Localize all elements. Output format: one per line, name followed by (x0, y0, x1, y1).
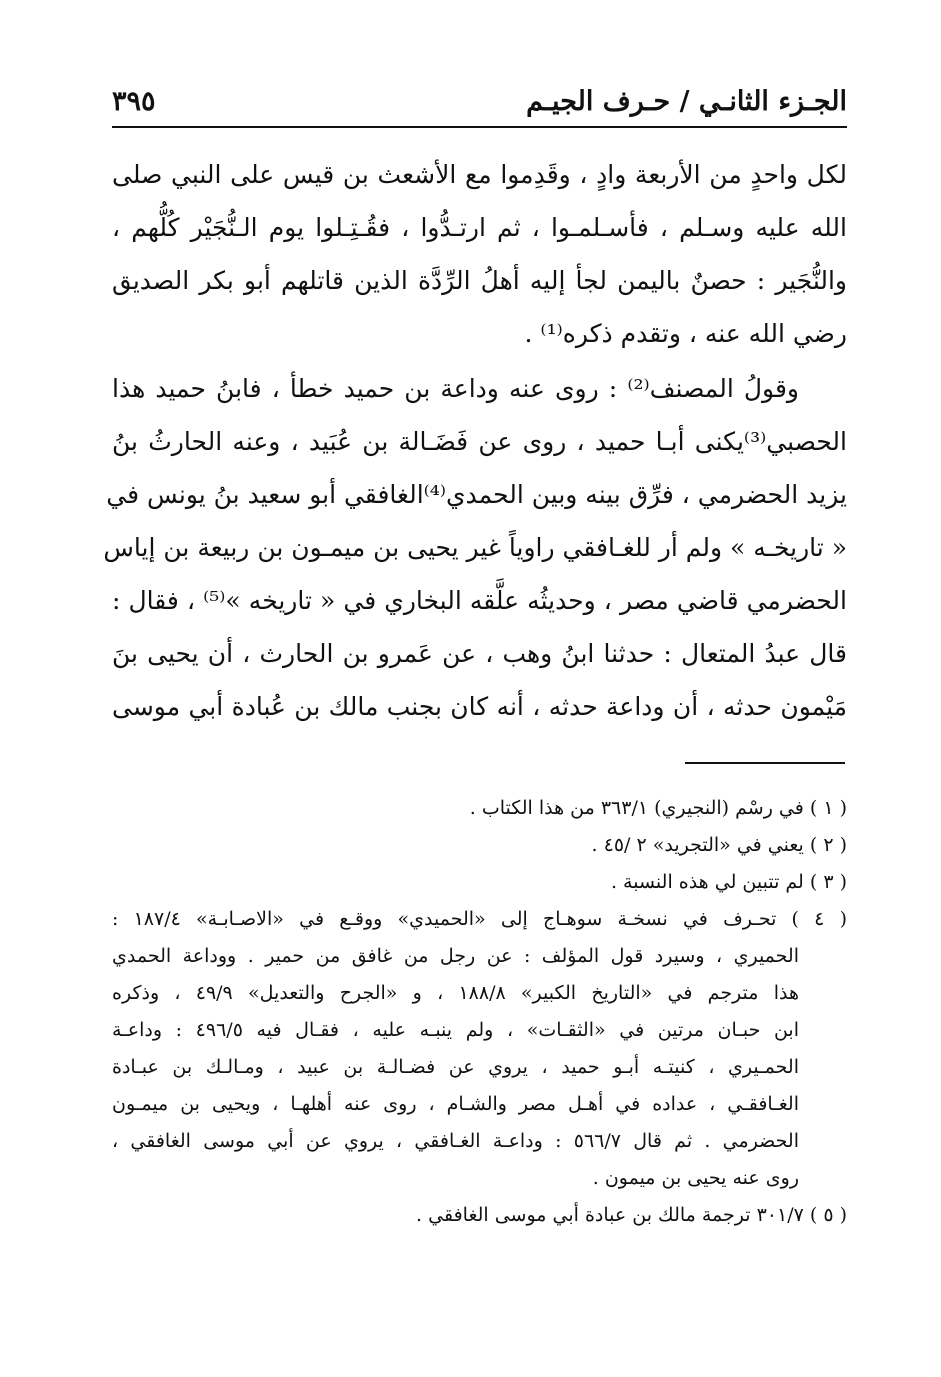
running-header (112, 80, 847, 128)
text-line: « تاريخـه » ولم أر للغـافقي راوياً غير يحيى بن ميمـون بن ربيعة بن إياس (103, 533, 847, 562)
text-line: وقولُ المصنف⁽²⁾ : روى عنه وداعة بن حميد خطأ ، فابنُ حميد هذا (112, 374, 799, 403)
footnote-line: الحمـيري ، كنيتـه أبـو حميد ، يروي عن فضـالـة بن عبيد ، ومـالـك بن عبـادة (112, 1056, 799, 1078)
footnote-line: ابن حبـان مرتين في «الثقـات» ، ولم ينبـه عليه ، فقـال فيه ٤٩٦/٥ : وداعـة (112, 1019, 799, 1041)
footnote-3 (112, 864, 847, 901)
footnote-line: ( ٣ ) لم تتبين لي هذه النسبة . (610, 871, 847, 893)
text-line: الحضرمي قاضي مصر ، وحديثُه علَّقه البخاري في « تاريخه »⁽⁵⁾ ، فقال : (112, 586, 847, 615)
paragraph-2 (103, 362, 847, 733)
text-line: رضي الله عنه ، وتقدم ذكره⁽¹⁾ . (524, 319, 847, 348)
footnote-separator (685, 762, 845, 764)
footnote-2 (112, 827, 847, 864)
text-line: والنُّجَير : حصنٌ باليمن لجأ إليه أهلُ الرِّدَّة الذين قاتلهم أبو بكر الصديق (112, 266, 847, 295)
page-number: ٣٩٥ (112, 86, 156, 117)
text-line: مَيْمون حدثه ، أن وداعة حدثه ، أنه كان بجنب مالك بن عُبادة أبي موسى (112, 692, 847, 721)
footnote-line: روى عنه يحيى بن ميمون . (592, 1167, 799, 1189)
footnote-line: الحضرمي . ثم قال ٥٦٦/٧ : وداعـة الغـافقي ، يروي عن أبي موسى الغافقي ، (112, 1130, 799, 1152)
text-line: الحصبي⁽³⁾يكنى أبـا حميد ، روى عن فَضَـالة بن عُبَيد ، وعنه الحارثُ بنُ (112, 427, 847, 456)
text-line: الله عليه وسـلم ، فأسـلمـوا ، ثم ارتـدُّوا ، فقُـتِـلوا يوم الـنُّجَيْر كُلُّهم ، (112, 213, 847, 242)
footnote-line: الغـافقـي ، عداده في أهـل مصر والشـام ، روى عنه أهلهـا ، ويحيى بن ميمـون (112, 1093, 799, 1115)
footnote-line: ( ٤ ) تحـرف في نسخـة سوهـاج إلى «الحميدي» ووقـع في «الاصـابـة» ١٨٧/٤ : (112, 908, 847, 930)
footnote-line: هذا مترجم في «التاريخ الكبير» ١٨٨/٨ ، و «الجرح والتعديل» ٤٩/٩ ، وذكره (112, 982, 799, 1004)
text-line: قال عبدُ المتعال : حدثنا ابنُ وهب ، عن عَمرو بن الحارث ، أن يحيى بنَ (112, 639, 847, 668)
footnote-line: الحميري ، وسيرد قول المؤلف : عن رجل من غافق من حمير . ووداعة الحمدي (112, 945, 799, 967)
text-line: لكل واحدٍ من الأربعة وادٍ ، وقَدِموا مع الأشعث بن قيس على النبي صلى (112, 160, 847, 189)
footnote-5 (112, 1197, 847, 1234)
running-title: الجـزء الثانـي / حـرف الجيـم (526, 86, 847, 117)
footnote-line: ( ١ ) في رسْم (النجيري) ٣٦٣/١ من هذا الكتاب . (469, 797, 847, 819)
text-line: يزيد الحضرمي ، فرِّق بينه وبين الحمدي⁽⁴⁾الغافقي أبو سعيد بنُ يونس في (106, 480, 847, 509)
footnote-4 (112, 901, 847, 1197)
footnotes (112, 790, 847, 1234)
paragraph-1 (112, 148, 847, 360)
footnote-line: ( ٢ ) يعني في «التجريد» ٢ /٤٥ . (591, 834, 847, 856)
footnote-1 (112, 790, 847, 827)
footnote-line: ( ٥ ) ٣٠١/٧ ترجمة مالك بن عبادة أبي موسى الغافقي . (416, 1204, 847, 1226)
